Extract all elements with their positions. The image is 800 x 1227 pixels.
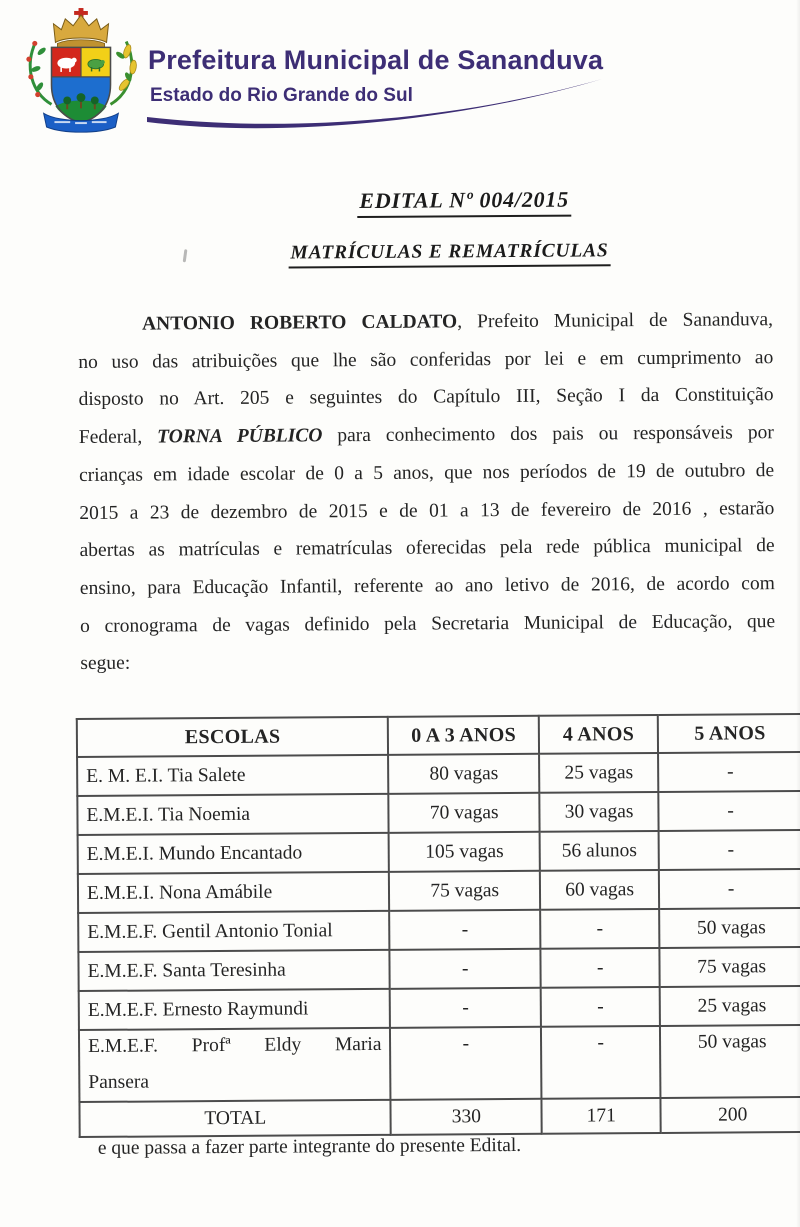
vacancy-value-cell: 75 vagas <box>660 947 800 987</box>
paragraph-line: no uso das atribuições que lhe são conferidas por lei e em cumprimento ao <box>78 346 774 373</box>
vacancy-value-cell: 75 vagas <box>389 871 540 911</box>
school-name-cell: E.M.E.I. Mundo Encantado <box>78 833 390 874</box>
paragraph-line: ensino, para Educação Infantil, referente ao ano letivo de 2016, de acordo com <box>79 573 775 599</box>
total-value-cell: 330 <box>391 1099 542 1135</box>
table-header-cell: 0 A 3 ANOS <box>388 716 539 755</box>
org-name: Prefeitura Municipal de Sananduva <box>148 45 604 75</box>
paragraph-line: ANTONIO ROBERTO CALDATO, Prefeito Municipal de Sananduva, <box>141 309 774 335</box>
state-name: Estado do Rio Grande do Sul <box>150 85 413 106</box>
table-header-cell: 5 ANOS <box>658 714 800 753</box>
table-total-row <box>79 1097 800 1137</box>
vacancy-value-cell: - <box>658 752 800 792</box>
table-row <box>78 908 800 952</box>
vacancy-value-cell: 25 vagas <box>660 986 800 1026</box>
school-name-cell: E. M. E.I. Tia Salete <box>77 755 389 796</box>
table-row <box>78 947 800 991</box>
vacancy-value-cell: 105 vagas <box>389 832 540 872</box>
paragraph-line: crianças em idade escolar de 0 a 5 anos, que nos períodos de 19 de outubro de <box>79 459 775 486</box>
paragraph-line: o cronograma de vagas definido pela Secretaria Municipal de Educação, que <box>80 610 776 637</box>
vacancy-value-cell: - <box>540 909 659 949</box>
vacancy-value-cell: - <box>390 910 541 950</box>
vacancy-value-cell: - <box>541 987 660 1027</box>
vacancy-value-cell: 30 vagas <box>539 792 658 832</box>
table-header-cell: ESCOLAS <box>77 717 389 757</box>
vacancy-value-cell: - <box>540 948 659 988</box>
vacancy-value-cell: - <box>390 988 541 1028</box>
table-header-cell: 4 ANOS <box>539 715 658 754</box>
vacancy-value-cell: 60 vagas <box>540 870 659 910</box>
schools-vacancies-table <box>76 713 800 1138</box>
vacancy-value-cell: - <box>659 830 800 870</box>
vacancy-value-cell: - <box>390 949 541 989</box>
total-value-cell: 171 <box>541 1098 660 1134</box>
table-row <box>79 1025 800 1102</box>
table-header-row <box>77 714 800 757</box>
school-name-cell: E.M.E.F. Ernesto Raymundi <box>79 989 391 1030</box>
total-value-cell: 200 <box>661 1097 800 1133</box>
vacancy-value-cell: - <box>659 791 800 831</box>
edital-title: EDITAL Nº 004/2015 <box>357 187 571 218</box>
paragraph-line: 2015 a 23 de dezembro de 2015 e de 01 a 13 de fevereiro de 2016 , estarão <box>79 497 775 524</box>
vacancy-value-cell: 50 vagas <box>660 1025 800 1098</box>
school-name-cell: E.M.E.F. Profª Eldy Maria Pansera <box>79 1028 391 1102</box>
vacancy-value-cell: - <box>541 1026 661 1099</box>
vacancy-value-cell: 50 vagas <box>659 908 800 948</box>
table-row <box>78 869 800 913</box>
total-label-cell: TOTAL <box>79 1100 391 1137</box>
table-row <box>77 752 800 796</box>
table-row <box>78 830 800 874</box>
edital-subtitle: MATRÍCULAS E REMATRÍCULAS <box>288 240 610 268</box>
body-paragraph <box>78 301 776 683</box>
scan-edge-shadow <box>796 0 800 1227</box>
paragraph-line: disposto no Art. 205 e seguintes do Capítulo III, Seção I da Constituição <box>78 384 774 411</box>
paragraph-line: segue: <box>80 652 131 675</box>
paragraph-line: Federal, TORNA PÚBLICO para conhecimento dos pais ou responsáveis por <box>78 422 774 449</box>
vacancy-value-cell: 25 vagas <box>539 753 658 793</box>
table-row <box>77 791 800 835</box>
vacancy-value-cell: 80 vagas <box>388 754 539 794</box>
vacancy-value-cell: - <box>659 869 800 909</box>
school-name-cell: E.M.E.I. Tia Noemia <box>77 794 389 835</box>
vacancy-value-cell: - <box>390 1027 541 1100</box>
vacancy-value-cell: 56 alunos <box>540 831 659 871</box>
closing-line: e que passa a fazer parte integrante do presente Edital. <box>97 1134 522 1159</box>
school-name-cell: E.M.E.I. Nona Amábile <box>78 872 390 913</box>
school-name-cell: E.M.E.F. Santa Teresinha <box>78 950 390 991</box>
vacancy-value-cell: 70 vagas <box>389 793 540 833</box>
paragraph-line: abertas as matrículas e rematrículas oferecidas pela rede pública municipal de <box>79 535 775 562</box>
school-name-cell: E.M.E.F. Gentil Antonio Tonial <box>78 911 390 952</box>
table-row <box>79 986 800 1030</box>
